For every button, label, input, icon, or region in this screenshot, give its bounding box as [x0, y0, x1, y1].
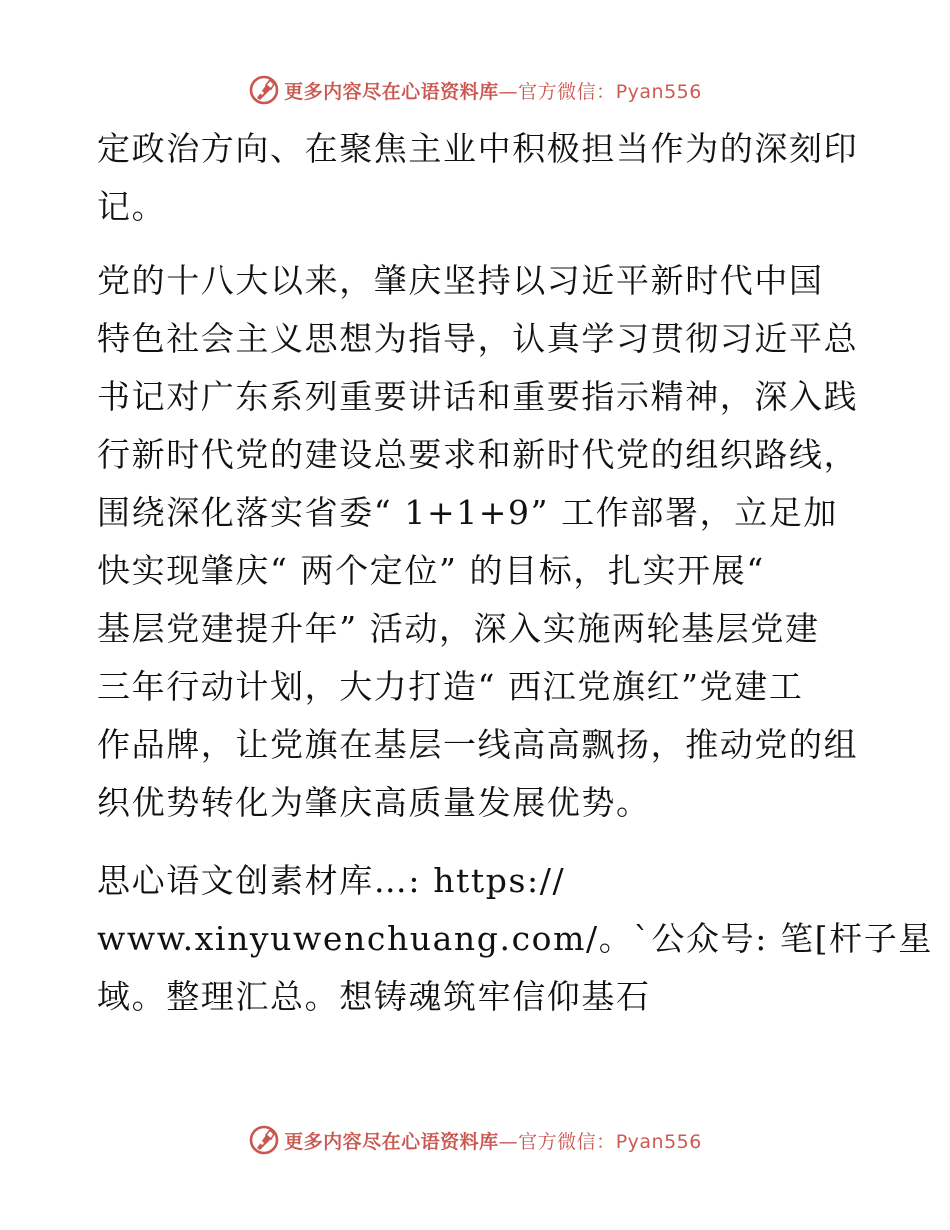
text-line: www.xinyuwenchuang.com/。`公众号: 笔[杆子星 [97, 919, 933, 958]
text-line: 书记对广东系列重要讲话和重要指示精神，深入践 [97, 377, 859, 416]
pen-nib-logo-icon [248, 1124, 280, 1156]
footer-watermark-banner [0, 1120, 950, 1160]
text-line: 定政治方向、在聚焦主业中积极担当作为的深刻印 [97, 129, 859, 168]
banner-wechat-label: 官方微信： [518, 80, 616, 103]
text-line: 记。 [97, 187, 167, 226]
banner-wechat-handle: Pyan556 [615, 1130, 702, 1153]
banner-main-text: 更多内容尽在心语资料库 [284, 80, 499, 103]
banner-wechat-handle: Pyan556 [615, 80, 702, 103]
text-line: 党的十八大以来，肇庆坚持以习近平新时代中国 [97, 261, 824, 300]
paragraph-2 [97, 252, 857, 832]
paragraph-3 [97, 852, 933, 1026]
text-line: 作品牌，让党旗在基层一线高高飘扬，推动党的组 [97, 725, 859, 764]
text-line: 围绕深化落实省委“ 1+1+9” 工作部署，立足加 [97, 493, 839, 532]
text-line: 快实现肇庆“ 两个定位” 的目标，扎实开展“ [97, 551, 765, 590]
text-line: 行新时代党的建设总要求和新时代党的组织路线， [97, 435, 859, 474]
banner-separator: — [498, 80, 519, 103]
banner-separator: — [498, 1130, 519, 1153]
text-line: 思心语文创素材库…: https:// [97, 861, 566, 900]
banner-text [284, 1127, 702, 1154]
text-line: 域。整理汇总。想铸魂筑牢信仰基石 [97, 977, 651, 1016]
banner-wechat-label: 官方微信： [518, 1130, 616, 1153]
document-body [97, 120, 933, 1026]
pen-nib-logo-icon [248, 74, 280, 106]
text-line: 织优势转化为肇庆高质量发展优势。 [97, 783, 651, 822]
text-line: 三年行动计划，大力打造“ 西江党旗红”党建工 [97, 667, 804, 706]
text-line: 基层党建提升年” 活动，深入实施两轮基层党建 [97, 609, 820, 648]
text-line: 特色社会主义思想为指导，认真学习贯彻习近平总 [97, 319, 859, 358]
banner-main-text: 更多内容尽在心语资料库 [284, 1130, 499, 1153]
banner-text [284, 77, 702, 104]
header-watermark-banner [0, 70, 950, 110]
paragraph-1 [97, 120, 857, 236]
